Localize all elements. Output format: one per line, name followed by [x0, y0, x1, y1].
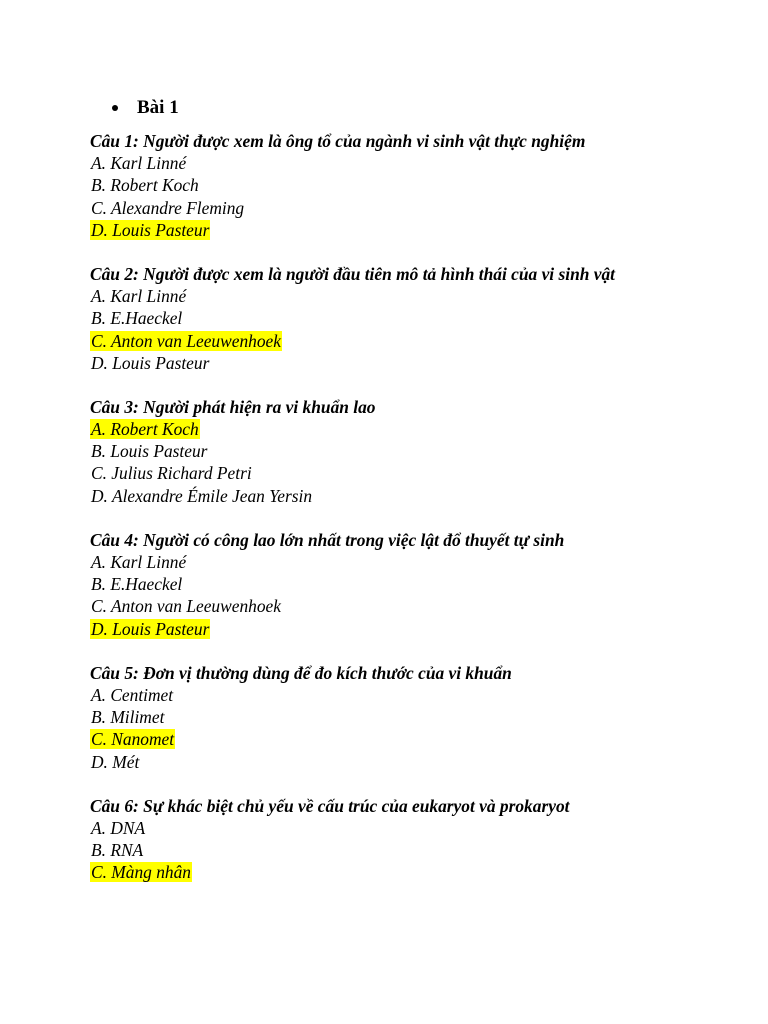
question-title: Câu 4: Người có công lao lớn nhất trong việc lật đổ thuyết tự sinh	[90, 529, 565, 550]
answer-option-text: C. Anton van Leeuwenhoek	[91, 330, 281, 351]
answer-option-text: C. Anton van Leeuwenhoek	[91, 596, 281, 617]
question-4	[90, 529, 750, 640]
section-heading	[112, 96, 179, 120]
answer-option-text: D. Louis Pasteur	[91, 352, 210, 373]
answer-option-text: A. Karl Linné	[91, 552, 187, 572]
answer-option	[90, 285, 750, 307]
answer-option	[90, 751, 750, 773]
answer-option-correct	[90, 861, 750, 883]
question-list	[90, 130, 750, 905]
answer-option-correct	[90, 330, 750, 352]
answer-option-text: D. Alexandre Émile Jean Yersin	[91, 485, 313, 506]
answer-option	[90, 307, 750, 329]
answer-option-text: B. E.Haeckel	[91, 574, 183, 595]
answer-option	[90, 197, 750, 219]
answer-option	[90, 817, 750, 839]
answer-option	[90, 152, 750, 174]
answer-option-text: B. Robert Koch	[91, 175, 199, 196]
question-2	[90, 263, 750, 374]
answer-option-text: A. DNA	[91, 817, 146, 838]
answer-option-text: C. Màng nhân	[91, 862, 191, 883]
answer-option-text: D. Louis Pasteur	[91, 219, 210, 240]
bullet-icon	[112, 105, 118, 111]
answer-option-text: C. Nanomet	[91, 729, 175, 750]
answer-option-text: A. Karl Linné	[91, 153, 187, 174]
answer-option-text: B. Louis Pasteur	[91, 441, 208, 462]
answer-option	[90, 551, 750, 573]
answer-option	[90, 174, 750, 196]
answer-option	[90, 684, 750, 706]
answer-option	[90, 440, 750, 462]
question-title: Câu 2: Người được xem là người đầu tiên mô tả hình thái của vi sinh vật	[90, 263, 616, 284]
answer-option-text: B. RNA	[91, 840, 144, 861]
question-3	[90, 396, 750, 507]
question-1	[90, 130, 750, 241]
answer-option-text: B. E.Haeckel	[91, 308, 183, 329]
question-title: Câu 5: Đơn vị thường dùng để đo kích thước của vi khuẩn	[90, 662, 512, 683]
answer-option	[90, 352, 750, 374]
question-title: Câu 6: Sự khác biệt chủ yếu về cấu trúc của eukaryot và prokaryot	[90, 795, 570, 816]
answer-option-text: D. Louis Pasteur	[91, 618, 210, 639]
answer-option	[90, 573, 750, 595]
question-title: Câu 3: Người phát hiện ra vi khuẩn lao	[90, 396, 376, 417]
answer-option	[90, 485, 750, 507]
answer-option-text: C. Alexandre Fleming	[91, 197, 245, 218]
answer-option	[90, 839, 750, 861]
answer-option-text: D. Mét	[91, 751, 140, 772]
answer-option-text: C. Julius Richard Petri	[91, 463, 252, 484]
answer-option-text: A. Centimet	[91, 684, 174, 705]
answer-option	[90, 595, 750, 617]
answer-option	[90, 462, 750, 484]
answer-option-text: A. Robert Koch	[91, 419, 199, 440]
answer-option-correct	[90, 618, 750, 640]
question-5	[90, 662, 750, 773]
answer-option-correct	[90, 728, 750, 750]
answer-option-text: B. Milimet	[91, 707, 165, 728]
section-title: Bài 1	[137, 97, 179, 118]
answer-option	[90, 706, 750, 728]
question-title: Câu 1: Người được xem là ông tổ của ngành vi sinh vật thực nghiệm	[90, 131, 586, 151]
answer-option-text: A. Karl Linné	[91, 286, 187, 307]
answer-option-correct	[90, 418, 750, 440]
question-6	[90, 795, 750, 884]
answer-option-correct	[90, 219, 750, 241]
